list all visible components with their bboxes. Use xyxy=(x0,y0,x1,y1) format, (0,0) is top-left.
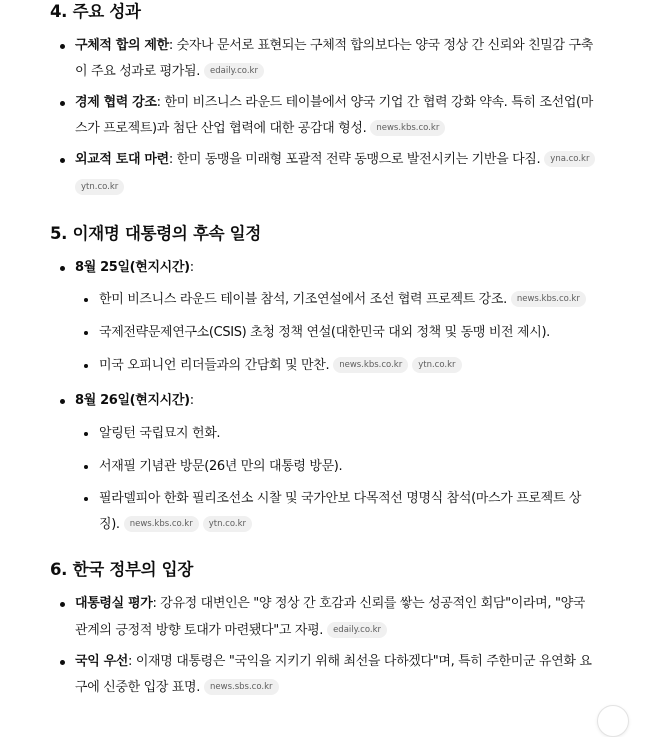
bullet-dot xyxy=(60,266,65,271)
sub-bullet-dot xyxy=(84,432,88,436)
sub-list-item xyxy=(99,290,586,310)
sub-list-item xyxy=(99,489,581,509)
sub-list-item xyxy=(99,424,220,444)
bullet-dot xyxy=(60,44,65,49)
item-text: 국제전략문제연구소(CSIS) 초청 정책 연설(대한민국 대외 정책 및 동맹 비전 제시). xyxy=(99,325,550,340)
list-item xyxy=(75,93,593,113)
sub-list-item xyxy=(99,356,462,376)
source-chip[interactable]: news.kbs.co.kr xyxy=(124,516,199,532)
item-text: : 이재명 대통령은 "국익을 지키기 위해 최선을 다하겠다"며, 특히 주한미군 유연화 요 xyxy=(128,654,592,669)
bullet-dot xyxy=(60,660,65,665)
bullet-dot xyxy=(60,399,65,404)
sub-bullet-dot xyxy=(84,331,88,335)
list-item-continued xyxy=(75,62,264,82)
item-text: 알링턴 국립묘지 헌화. xyxy=(99,426,221,441)
bullet-dot xyxy=(60,158,65,163)
section-4-heading: 4. 주요 성과 xyxy=(50,2,141,21)
source-chip[interactable]: edaily.co.kr xyxy=(327,622,387,638)
item-text: 구에 신중한 입장 표명. xyxy=(75,680,201,695)
source-chip[interactable]: edaily.co.kr xyxy=(204,63,264,79)
item-text: 서재필 기념관 방문(26년 만의 대통령 방문). xyxy=(99,459,343,474)
date-label: 8월 25일(현지시간) xyxy=(75,260,190,275)
source-chip[interactable]: yna.co.kr xyxy=(544,151,595,167)
date-item xyxy=(75,391,194,411)
section-5-heading: 5. 이재명 대통령의 후속 일정 xyxy=(50,224,261,243)
section-6-heading: 6. 한국 정부의 입장 xyxy=(50,560,193,579)
sub-bullet-dot xyxy=(84,497,88,501)
sub-bullet-dot xyxy=(84,364,88,368)
item-label: 대통령실 평가 xyxy=(75,596,153,611)
list-item xyxy=(75,594,585,614)
sub-bullet-dot xyxy=(84,298,88,302)
date-label: 8월 26일(현지시간) xyxy=(75,393,190,408)
source-chip[interactable]: ytn.co.kr xyxy=(412,357,461,373)
scroll-to-bottom-button[interactable] xyxy=(597,705,629,737)
source-chip[interactable]: news.kbs.co.kr xyxy=(511,291,586,307)
source-chip[interactable]: ytn.co.kr xyxy=(75,179,124,195)
item-text: 미국 오피니언 리더들과의 간담회 및 만찬. xyxy=(99,358,330,373)
source-chip[interactable]: news.kbs.co.kr xyxy=(333,357,408,373)
list-item xyxy=(75,36,593,56)
item-text: : 숫자나 문서로 표현되는 구체적 합의보다는 양국 정상 간 신뢰와 친밀감 구축 xyxy=(168,38,593,53)
source-chip[interactable]: news.kbs.co.kr xyxy=(370,120,445,136)
list-item-continued xyxy=(75,621,387,641)
item-text: 이 주요 성과로 평가됨. xyxy=(75,64,201,79)
list-item-continued xyxy=(75,678,279,698)
list-item xyxy=(75,150,595,170)
sub-bullet-dot xyxy=(84,465,88,469)
list-item-continued xyxy=(75,119,445,139)
item-text: 필라델피아 한화 필리조선소 시찰 및 국가안보 다목적선 명명식 참석(마스가 프로젝트 상 xyxy=(99,491,582,506)
list-item-continued xyxy=(71,178,124,198)
bullet-dot xyxy=(60,602,65,607)
colon: : xyxy=(189,393,194,408)
item-text: 관계의 긍정적 방향 토대가 마련됐다"고 자평. xyxy=(75,623,324,638)
list-item xyxy=(75,652,592,672)
item-label: 외교적 토대 마련 xyxy=(75,152,169,167)
sub-list-item xyxy=(99,323,550,343)
item-text: : 강유정 대변인은 "양 정상 간 호감과 신뢰를 쌓는 성공적인 회담"이라며, "양국 xyxy=(152,596,585,611)
source-chip[interactable]: ytn.co.kr xyxy=(203,516,252,532)
date-item xyxy=(75,258,194,278)
item-text: 징). xyxy=(99,517,120,532)
item-label: 국익 우선 xyxy=(75,654,129,669)
sub-list-item-continued xyxy=(99,515,252,535)
colon: : xyxy=(189,260,194,275)
item-text: : 한미 비즈니스 라운드 테이블에서 양국 기업 간 협력 강화 약속. 특히 조선업(마 xyxy=(156,95,593,110)
item-text: 스가 프로젝트)과 첨단 산업 협력에 대한 공감대 형성. xyxy=(75,121,367,136)
item-label: 구체적 합의 제한 xyxy=(75,38,169,53)
item-label: 경제 협력 강조 xyxy=(75,95,157,110)
item-text: : 한미 동맹을 미래형 포괄적 전략 동맹으로 발전시키는 기반을 다짐. xyxy=(168,152,541,167)
bullet-dot xyxy=(60,101,65,106)
item-text: 한미 비즈니스 라운드 테이블 참석, 기조연설에서 조선 협력 프로젝트 강조. xyxy=(99,292,507,307)
source-chip[interactable]: news.sbs.co.kr xyxy=(204,679,279,695)
sub-list-item xyxy=(99,457,342,477)
